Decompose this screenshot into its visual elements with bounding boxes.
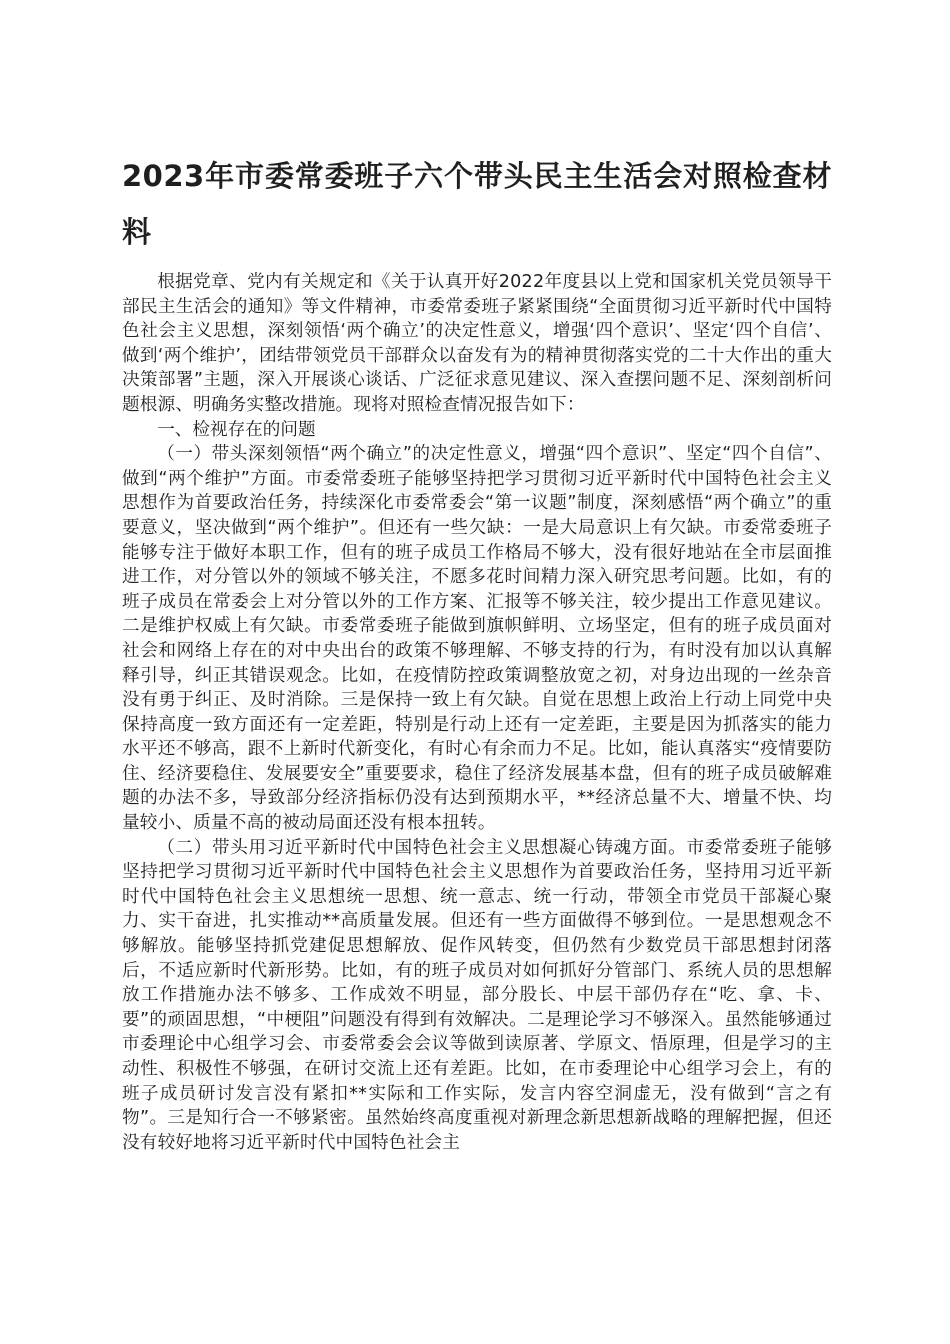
document-page [122, 148, 832, 1155]
section-heading-1: 一、检视存在的问题 [157, 419, 316, 440]
intro-paragraph: 根据党章、党内有关规定和《关于认真开好2022年度县以上党和国家机关党员领导干部民主生活会的通知》等文件精神，市委常委班子紧紧围绕“全面贯彻习近平新时代中国特色社会主义思想，深刻领悟‘两个确立’的决定性意义，增强‘四个意识’、坚定‘四个自信’、做到‘两个维护’，团结带领党员干部群众以奋发有为的精神贯彻落实党的二十大作出的重大决策部署”主题，深入开展谈心谈话、广泛征求意见建议、深入查摆问题不足、深刻剖析问题根源、明确务实整改措施。现将对照检查情况报告如下： [122, 272, 832, 415]
document-title: 2023年市委常委班子六个带头民主生活会对照检查材料 [122, 159, 832, 249]
paragraph-1: （一）带头深刻领悟“两个确立”的决定性意义，增强“四个意识”、坚定“四个自信”、做到“两个维护”方面。市委常委班子能够坚持把学习贯彻习近平新时代中国特色社会主义思想作为首要政治任务，持续深化市委常委会“第一议题”制度，深刻感悟“两个确立”的重要意义，坚决做到“两个维护”。但还有一些欠缺：一是大局意识上有欠缺。市委常委班子能够专注于做好本职工作，但有的班子成员工作格局不够大，没有很好地站在全市层面推进工作，对分管以外的领域不够关注，不愿多花时间精力深入研究思考问题。比如，有的班子成员在常委会上对分管以外的工作方案、汇报等不够关注，较少提出工作意见建议。二是维护权威上有欠缺。市委常委班子能做到旗帜鲜明、立场坚定，但有的班子成员面对社会和网络上存在的对中央出台的政策不够理解、不够支持的行为，有时没有加以认真解释引导，纠正其错误观念。比如，在疫情防控政策调整放宽之初，对身边出现的一丝杂音没有勇于纠正、及时消除。三是保持一致上有欠缺。自觉在思想上政治上行动上同党中央保持高度一致方面还有一定差距，特别是行动上还有一定差距，主要是因为抓落实的能力水平还不够高，跟不上新时代新变化，有时心有余而力不足。比如，能认真落实“疫情要防住、经济要稳住、发展要安全”重要要求，稳住了经济发展基本盘，但有的班子成员破解难题的办法不多，导致部分经济指标仍没有达到预期水平，**经济总量不大、增量不快、均量较小、质量不高的被动局面还没有根本扭转。 [122, 444, 832, 834]
paragraph-2: （二）带头用习近平新时代中国特色社会主义思想凝心铸魂方面。市委常委班子能够坚持把学习贯彻习近平新时代中国特色社会主义思想作为首要政治任务，坚持用习近平新时代中国特色社会主义思想统一思想、统一意志、统一行动，带领全市党员干部凝心聚力、实干奋进，扎实推动**高质量发展。但还有一些方面做得不够到位。一是思想观念不够解放。能够坚持抓党建促思想解放、促作风转变，但仍然有少数党员干部思想封闭落后，不适应新时代新形势。比如，有的班子成员对如何抓好分管部门、系统人员的思想解放工作措施办法不够多、工作成效不明显，部分股长、中层干部仍存在“吃、拿、卡、要”的顽固思想，“中梗阻”问题没有得到有效解决。二是理论学习不够深入。虽然能够通过市委理论中心组学习会、市委常委会会议等做到读原著、学原文、悟原理，但是学习的主动性、积极性不够强，在研讨交流上还有差距。比如，在市委理论中心组学习会上，有的班子成员研讨发言没有紧扣**实际和工作实际，发言内容空洞虚无，没有做到“言之有物”。三是知行合一不够紧密。虽然始终高度重视对新理念新思想新战略的理解把握，但还没有较好地将习近平新时代中国特色社会主 [122, 837, 832, 1153]
